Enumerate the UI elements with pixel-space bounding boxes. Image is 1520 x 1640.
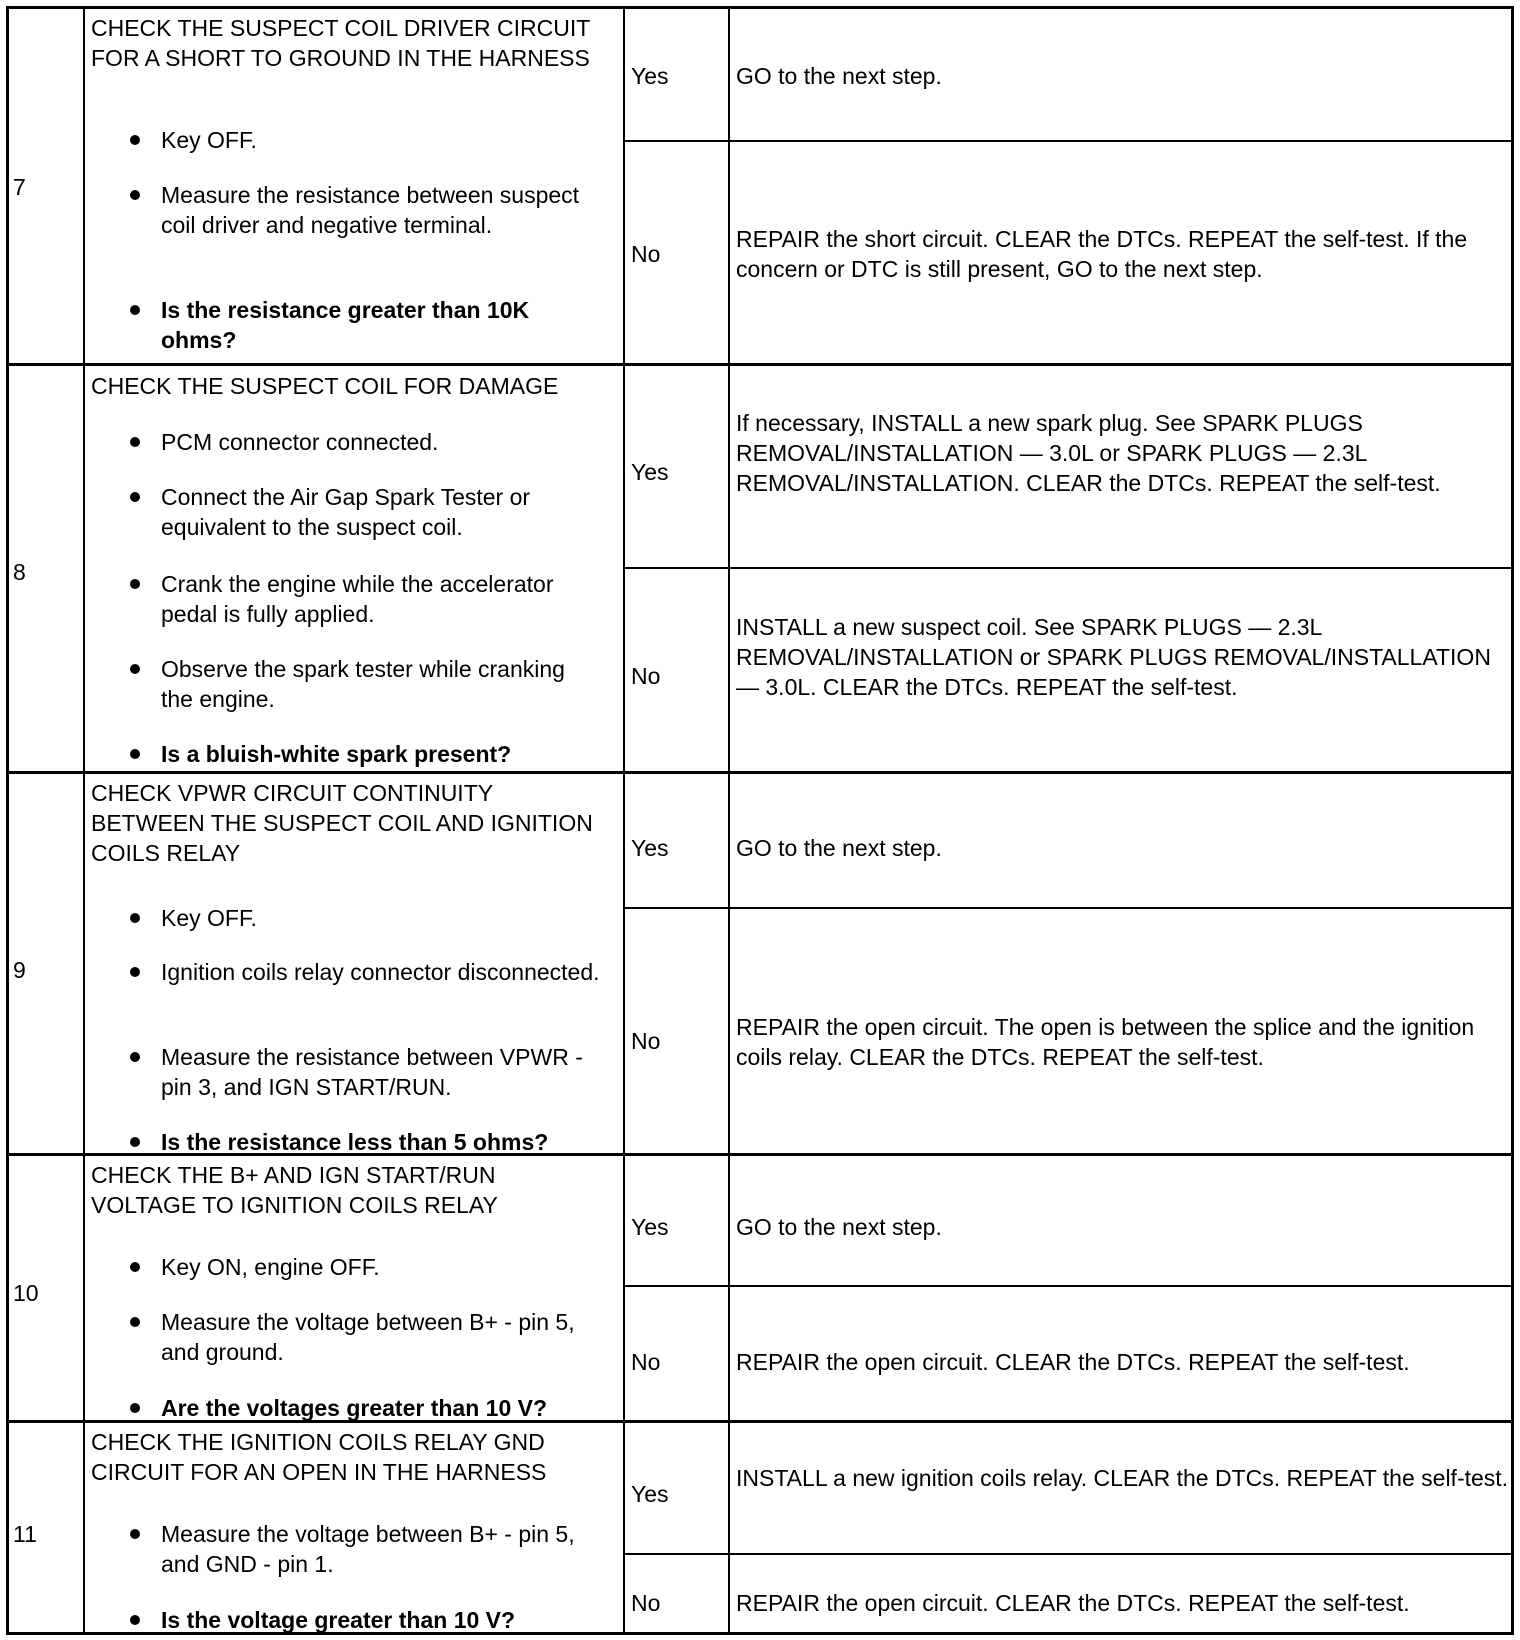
step-bullet: Observe the spark tester while cranking the engine. — [161, 654, 601, 714]
yes-no-divider — [623, 1553, 1511, 1555]
step-bullet: Ignition coils relay connector disconnected. — [161, 959, 600, 985]
column-divider — [728, 9, 730, 1632]
no-action: INSTALL a new suspect coil. See SPARK PLUGS — 2.3L REMOVAL/INSTALLATION or SPARK PLUGS REMOVAL/INSTALLATION — 3.0L. CLEAR the DTCs. REPEAT the self-test. — [736, 614, 1491, 700]
yes-label: Yes — [631, 835, 669, 861]
step-question: Are the voltages greater than 10 V? — [161, 1393, 601, 1423]
no-label: No — [631, 1590, 661, 1616]
yes-no-divider — [623, 567, 1511, 569]
no-label: No — [631, 1028, 661, 1054]
no-label: No — [631, 241, 661, 267]
step-title: CHECK THE IGNITION COILS RELAY GND CIRCUIT FOR AN OPEN IN THE HARNESS — [91, 1429, 547, 1485]
step-bullet: Measure the resistance between VPWR - pin 3, and IGN START/RUN. — [161, 1042, 601, 1102]
yes-no-divider — [623, 1285, 1511, 1287]
no-label: No — [631, 1349, 661, 1375]
step-title: CHECK THE B+ AND IGN START/RUN VOLTAGE TO IGNITION COILS RELAY — [91, 1162, 498, 1218]
step-bullet: Key OFF. — [161, 903, 601, 933]
yes-no-divider — [623, 907, 1511, 909]
yes-action: If necessary, INSTALL a new spark plug. See SPARK PLUGS REMOVAL/INSTALLATION — 3.0L or SPARK PLUGS — 2.3L REMOVAL/INSTALLATION. CLEAR the DTCs. REPEAT the self-test. — [736, 410, 1441, 496]
step-bullet: Connect the Air Gap Spark Tester or equivalent to the suspect coil. — [161, 482, 601, 542]
step-title: CHECK VPWR CIRCUIT CONTINUITY BETWEEN THE SUSPECT COIL AND IGNITION COILS RELAY — [91, 780, 593, 866]
step-number: 7 — [13, 174, 26, 200]
yes-action: INSTALL a new ignition coils relay. CLEAR the DTCs. REPEAT the self-test. — [736, 1465, 1509, 1491]
row-divider — [9, 363, 1511, 366]
step-bullet: Key ON, engine OFF. — [161, 1252, 601, 1282]
yes-label: Yes — [631, 1481, 669, 1507]
step-question: Is a bluish-white spark present? — [161, 739, 601, 769]
yes-label: Yes — [631, 63, 669, 89]
yes-label: Yes — [631, 459, 669, 485]
yes-no-divider — [623, 140, 1511, 142]
step-bullet: Key OFF. — [161, 125, 601, 155]
no-action: REPAIR the open circuit. CLEAR the DTCs. REPEAT the self-test. — [736, 1349, 1410, 1375]
step-number: 10 — [13, 1280, 39, 1306]
step-bullet: Measure the voltage between B+ - pin 5, and GND - pin 1. — [161, 1519, 601, 1579]
step-bullet: Measure the voltage between B+ - pin 5, and ground. — [161, 1307, 601, 1367]
step-number: 8 — [13, 559, 26, 585]
yes-action: GO to the next step. — [736, 835, 942, 861]
step-title: CHECK THE SUSPECT COIL DRIVER CIRCUIT FOR A SHORT TO GROUND IN THE HARNESS — [91, 15, 590, 71]
no-action: REPAIR the open circuit. The open is between the splice and the ignition coils relay. CLEAR the DTCs. REPEAT the self-test. — [736, 1014, 1475, 1070]
step-number: 11 — [13, 1521, 37, 1547]
step-question: Is the resistance greater than 10K ohms? — [161, 295, 601, 355]
step-bullet: Crank the engine while the accelerator pedal is fully applied. — [161, 569, 601, 629]
yes-action: GO to the next step. — [736, 63, 942, 89]
step-bullet: PCM connector connected. — [161, 427, 601, 457]
step-number: 9 — [13, 957, 26, 983]
no-action: REPAIR the short circuit. CLEAR the DTCs. REPEAT the self-test. If the concern or DTC is still present, GO to the next step. — [736, 226, 1468, 282]
row-divider — [9, 771, 1511, 774]
no-label: No — [631, 663, 661, 689]
yes-label: Yes — [631, 1214, 669, 1240]
column-divider — [623, 9, 625, 1632]
yes-action: GO to the next step. — [736, 1214, 942, 1240]
diagnostic-table — [6, 6, 1514, 1635]
column-divider — [83, 9, 85, 1632]
step-question: Is the resistance less than 5 ohms? — [161, 1127, 601, 1157]
step-bullet: Measure the resistance between suspect coil driver and negative terminal. — [161, 180, 601, 240]
step-question: Is the voltage greater than 10 V? — [161, 1605, 601, 1635]
no-action: REPAIR the open circuit. CLEAR the DTCs. REPEAT the self-test. — [736, 1590, 1410, 1616]
step-title: CHECK THE SUSPECT COIL FOR DAMAGE — [91, 373, 559, 399]
